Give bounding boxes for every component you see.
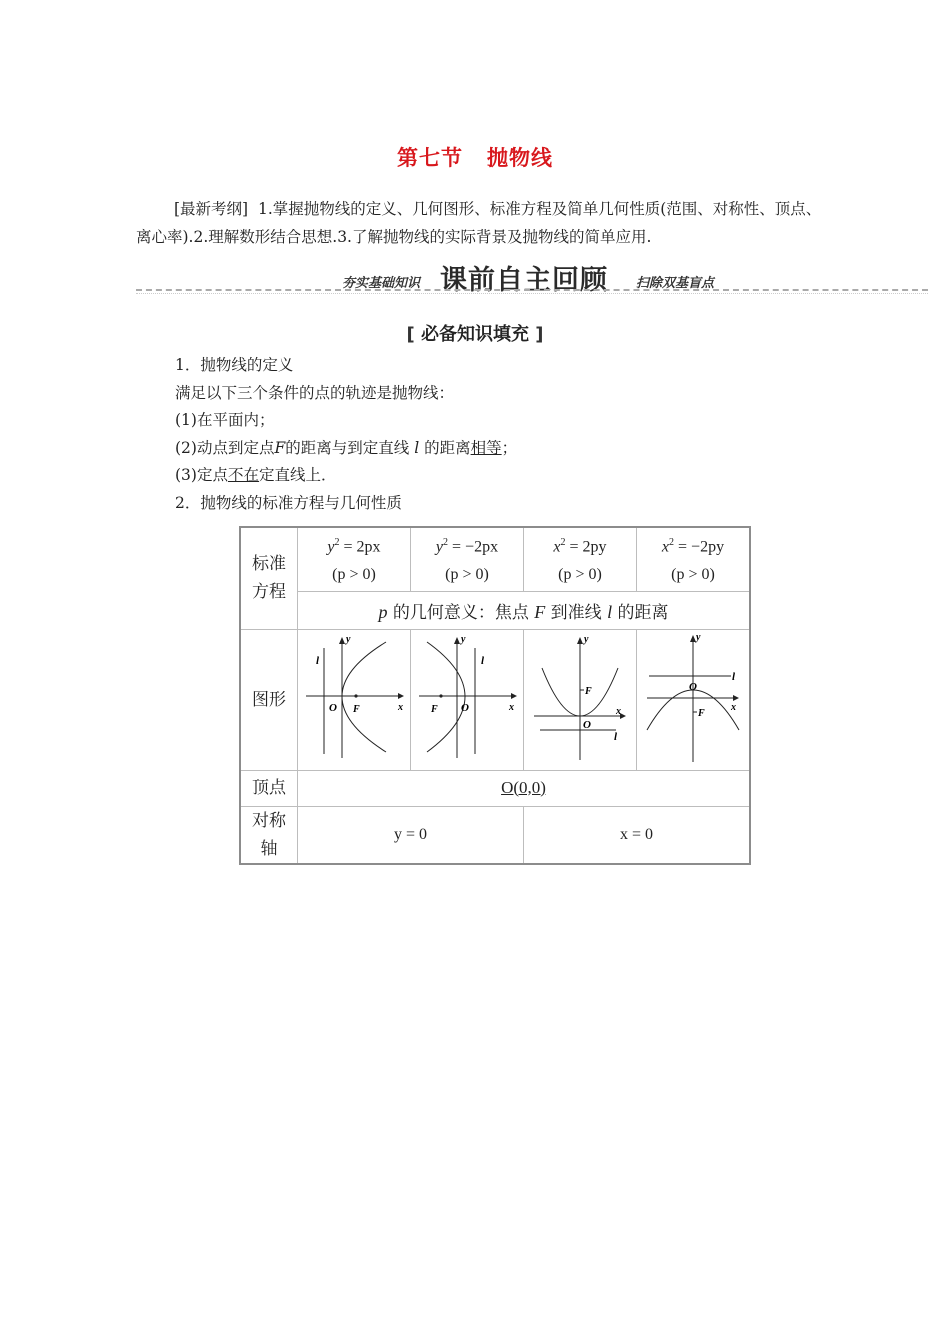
- svg-text:x: x: [616, 705, 621, 717]
- graph-down-opening: [637, 629, 751, 770]
- vertex-value: O(0,0): [501, 777, 546, 797]
- definition-intro: 满足以下三个条件的点的轨迹是抛物线：: [175, 383, 455, 402]
- svg-text:O: O: [461, 701, 469, 714]
- svg-text:l: l: [481, 654, 485, 667]
- condition-3: (3)定点不在定直线上．: [175, 466, 337, 484]
- svg-text:F: F: [431, 703, 438, 715]
- banner-left: 夯实基础知识: [342, 276, 421, 291]
- graph-up-opening: [524, 629, 637, 770]
- answer-blank: 不在: [227, 466, 259, 484]
- banner-right: 扫除双基盲点: [636, 276, 715, 291]
- row-header-standard-equation: 标准方程: [240, 527, 298, 629]
- banner-divider: [136, 289, 928, 291]
- banner-divider-dotted: [136, 293, 928, 294]
- condition-1: (1)在平面内；: [175, 411, 275, 429]
- graph-right-opening: [298, 629, 411, 770]
- definition-heading: 1．抛物线的定义: [175, 356, 294, 374]
- vertex-cell: [298, 770, 751, 806]
- svg-text:l: l: [316, 654, 320, 667]
- svg-text:y: y: [584, 633, 589, 645]
- section-number: 第七节: [397, 146, 463, 170]
- graph-left-opening: [411, 629, 524, 770]
- equation-cell: $y^2 = 2px$ (p > 0): [298, 527, 411, 591]
- svg-text:O: O: [583, 718, 591, 731]
- row-header-axis: 对称轴: [240, 806, 298, 864]
- syllabus-tag: [最新考纲]: [174, 200, 249, 218]
- row-header-vertex: 顶点: [240, 770, 298, 806]
- svg-text:x: x: [398, 701, 403, 713]
- section-banner: [136, 258, 928, 294]
- svg-text:y: y: [346, 633, 351, 645]
- svg-text:x: x: [731, 701, 736, 713]
- p-meaning-cell: p 的几何意义：焦点 F 到准线 l 的距离: [298, 591, 751, 629]
- svg-text:y: y: [461, 633, 466, 645]
- banner-center: 课前自主回顾: [440, 265, 608, 296]
- axis-vertical-cell: x = 0: [524, 806, 751, 864]
- page-title: [0, 142, 950, 172]
- properties-heading: 2．抛物线的标准方程与几何性质: [175, 493, 402, 512]
- svg-text:F: F: [353, 703, 360, 715]
- svg-text:F: F: [585, 685, 592, 697]
- svg-text:l: l: [732, 670, 736, 683]
- section-heading: [ 必备知识填充 ]: [406, 324, 544, 345]
- svg-text:l: l: [614, 730, 618, 743]
- equation-cell: $x^2 = 2py$ (p > 0): [524, 527, 637, 591]
- svg-text:F: F: [698, 707, 705, 719]
- svg-text:y: y: [696, 631, 701, 643]
- parabola-properties-table: [239, 526, 751, 865]
- equation-cell: $y^2 = -2px$ (p > 0): [411, 527, 524, 591]
- svg-text:x: x: [509, 701, 514, 713]
- equation-cell: $x^2 = -2py$ (p > 0): [637, 527, 751, 591]
- syllabus-outline: [136, 195, 826, 251]
- row-header-graph: 图形: [240, 629, 298, 770]
- definition-block: [175, 352, 875, 517]
- syllabus-text: 1.掌握抛物线的定义、几何图形、标准方程及简单几何性质(范围、对称性、顶点、离心率).2.理解数形结合思想.3.了解抛物线的实际背景及抛物线的简单应用.: [136, 200, 822, 246]
- svg-text:O: O: [329, 701, 337, 714]
- answer-blank: 相等: [470, 438, 502, 457]
- axis-horizontal-cell: y = 0: [298, 806, 524, 864]
- svg-text:O: O: [689, 680, 697, 693]
- condition-2: (2)动点到定点F的距离与到定直线 l 的距离相等；: [175, 438, 518, 457]
- section-topic: 抛物线: [487, 146, 553, 170]
